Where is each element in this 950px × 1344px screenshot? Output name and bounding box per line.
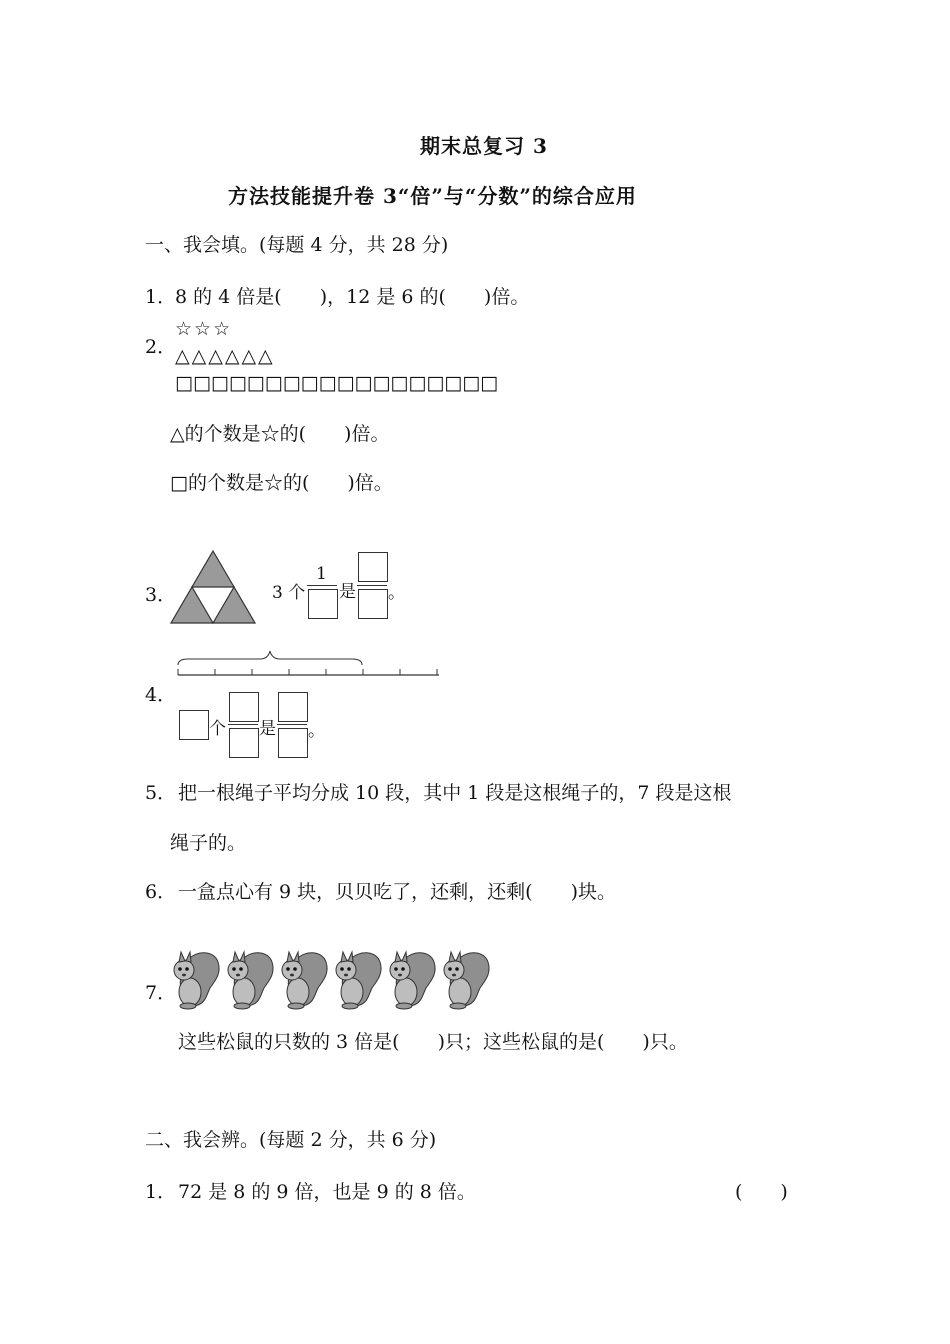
q3-answer-denominator-box[interactable] xyxy=(358,589,388,619)
q4-is: 是 xyxy=(259,719,276,739)
q4-count-box[interactable] xyxy=(179,710,209,740)
q2-line1: △的个数是☆的( )倍。 xyxy=(170,423,390,445)
q5-number: 5． xyxy=(145,782,177,804)
q3-answer-numerator-box[interactable] xyxy=(358,552,388,582)
squirrel-2 xyxy=(228,952,273,1009)
q4-answer-numerator-box[interactable] xyxy=(278,692,308,722)
q3-numerator: 1 xyxy=(316,564,327,584)
s2-q1-text: 72 是 8 的 9 倍，也是 9 的 8 倍。 xyxy=(178,1181,476,1203)
q1-text: 8 的 4 倍是( )，12 是 6 的( )倍。 xyxy=(175,286,530,308)
q4-end: 。 xyxy=(308,721,325,741)
q4-ge: 个 xyxy=(209,719,226,739)
q4-fraction-bar xyxy=(228,724,258,725)
s2-q1-number: 1． xyxy=(145,1181,177,1203)
q4-number: 4． xyxy=(145,684,177,706)
section1-heading: 一、我会填。(每题 4 分，共 28 分) xyxy=(145,234,449,256)
q3-denominator-box[interactable] xyxy=(308,589,338,619)
squirrel-5 xyxy=(390,952,435,1009)
q3-triangle-figure xyxy=(170,550,256,624)
q3-fraction-bar xyxy=(307,585,337,586)
q4-answer-fraction-bar xyxy=(277,724,307,725)
q5-line1: 把一根绳子平均分成 10 段，其中 1 段是这根绳子的，7 段是这根 xyxy=(178,782,732,804)
page-subtitle: 方法技能提升卷 3“倍”与“分数”的综合应用 xyxy=(228,184,637,208)
q3-answer-fraction-bar xyxy=(357,585,387,586)
squirrel-6 xyxy=(444,952,489,1009)
q6-text: 一盒点心有 9 块，贝贝吃了，还剩，还剩( )块。 xyxy=(178,881,616,903)
squirrel-4 xyxy=(336,952,381,1009)
q2-squares-row: □□□□□□□□□□□□□□□□□□ xyxy=(175,372,499,394)
q4-segment-line-figure xyxy=(176,645,442,681)
q2-number: 2． xyxy=(145,336,177,358)
s2-q1-answer-paren[interactable]: ( ) xyxy=(735,1181,788,1203)
q3-end: 。 xyxy=(388,583,405,603)
q4-answer-denominator-box[interactable] xyxy=(278,728,308,758)
q7-text: 这些松鼠的只数的 3 倍是( )只；这些松鼠的是( )只。 xyxy=(178,1031,688,1053)
q4-numerator-box[interactable] xyxy=(229,692,259,722)
q4-denominator-box[interactable] xyxy=(229,728,259,758)
q5-line2: 绳子的。 xyxy=(170,832,247,854)
q2-stars-row: ☆☆☆ xyxy=(175,318,233,340)
squirrel-3 xyxy=(282,952,327,1009)
section2-heading: 二、我会辨。(每题 2 分，共 6 分) xyxy=(145,1129,437,1151)
q7-squirrels-figure xyxy=(168,946,494,1010)
q3-is: 是 xyxy=(339,582,356,602)
q2-triangles-row: △△△△△△ xyxy=(175,345,275,367)
q3-number: 3． xyxy=(145,584,177,606)
squirrel-1 xyxy=(174,952,219,1009)
q1-number: 1． xyxy=(145,286,177,308)
q6-number: 6． xyxy=(145,881,177,903)
q2-line2: □的个数是☆的( )倍。 xyxy=(170,472,393,494)
page-title: 期末总复习 3 xyxy=(420,134,548,158)
q3-prefix: 3 个 xyxy=(272,583,306,603)
q7-number: 7． xyxy=(145,982,177,1004)
